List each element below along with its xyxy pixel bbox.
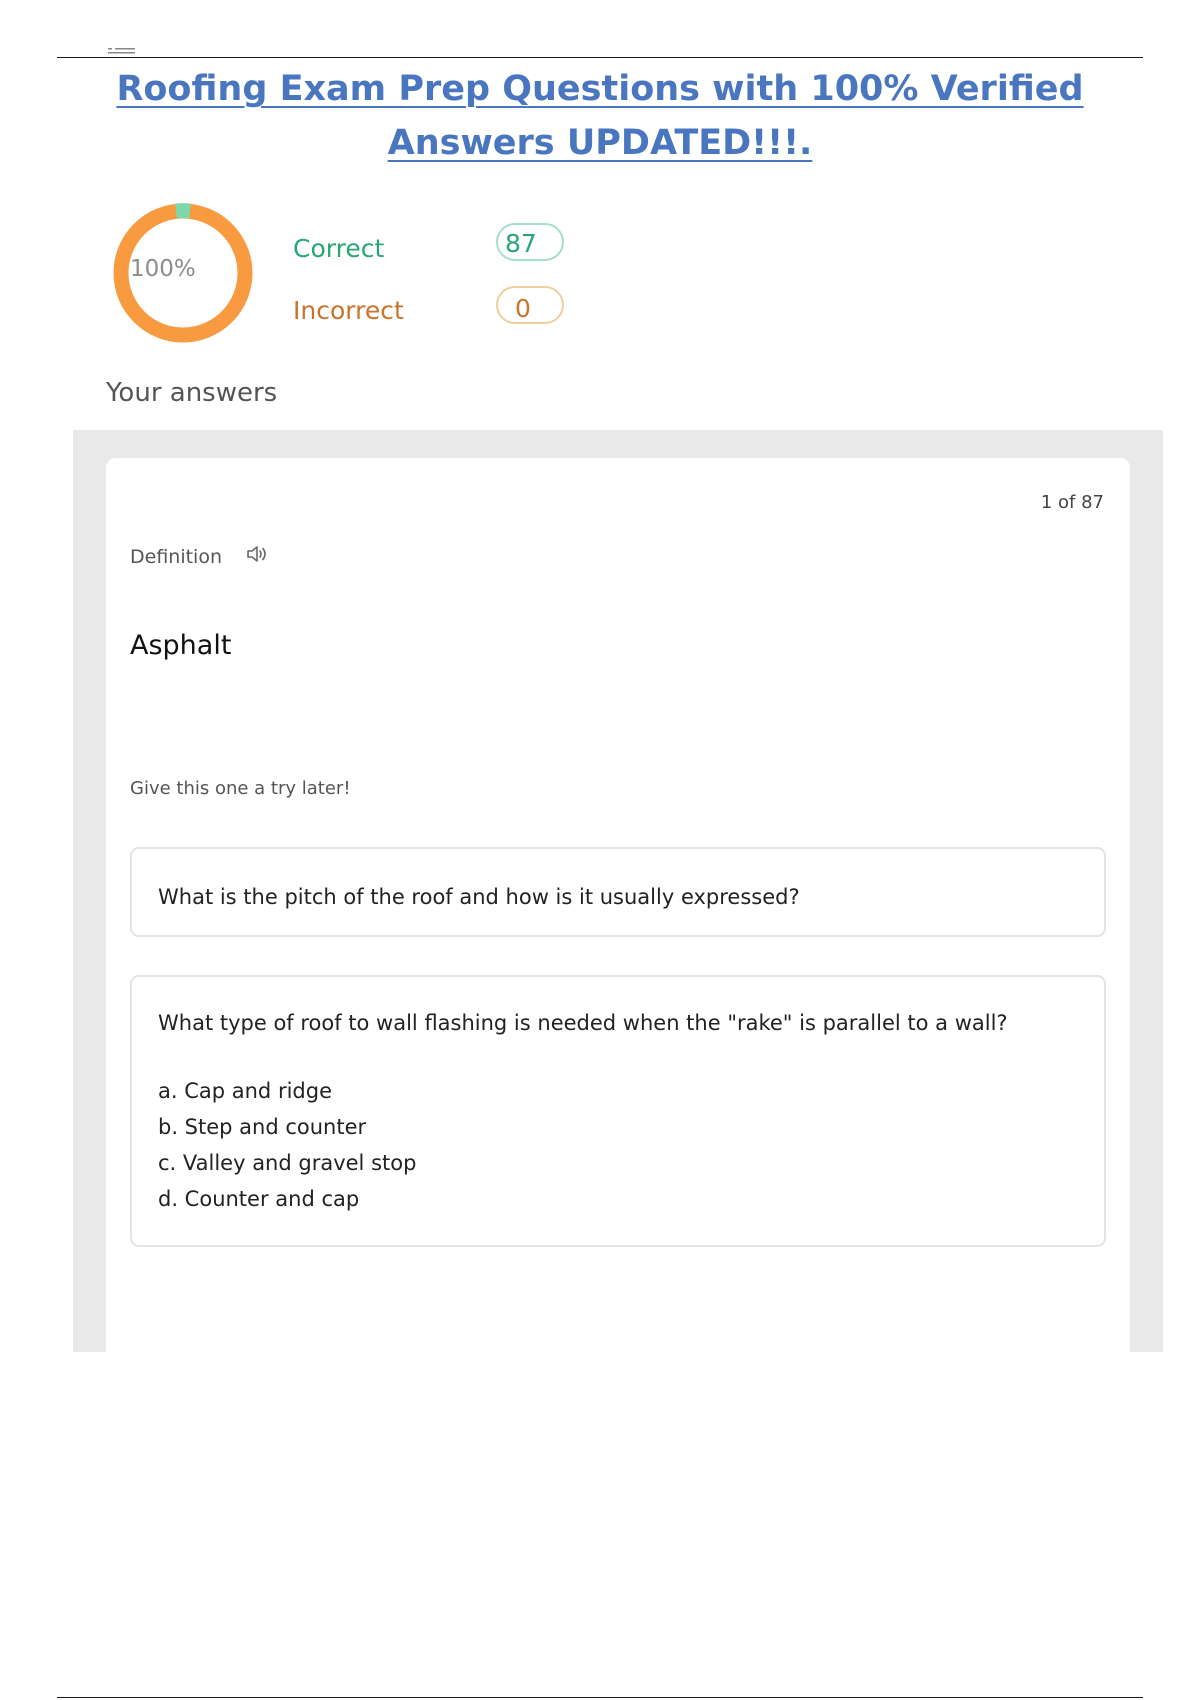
answer-option[interactable] bbox=[130, 975, 1106, 1247]
choice-item: a. Cap and ridge bbox=[158, 1079, 332, 1103]
flashcard bbox=[106, 458, 1130, 1352]
try-later-hint: Give this one a try later! bbox=[130, 778, 351, 799]
menu-icon bbox=[108, 48, 136, 58]
choice-list bbox=[158, 1073, 1104, 1217]
score-percent: 100% bbox=[130, 256, 196, 282]
correct-label: Correct bbox=[293, 234, 385, 263]
your-answers-heading: Your answers bbox=[106, 378, 278, 408]
document-title: Roofing Exam Prep Questions with 100% Verified Answers UPDATED!!!. bbox=[116, 69, 1084, 163]
choice-item: b. Step and counter bbox=[158, 1115, 367, 1139]
incorrect-label: Incorrect bbox=[293, 296, 404, 325]
definition-label: Definition bbox=[130, 546, 223, 568]
score-summary bbox=[110, 200, 610, 350]
answer-option-text: What is the pitch of the roof and how is it usually expressed? bbox=[158, 885, 800, 909]
speaker-icon[interactable] bbox=[246, 544, 268, 564]
correct-count-badge: 87 bbox=[496, 223, 564, 261]
answer-option-text: What type of roof to wall flashing is needed when the "rake" is parallel to a wall? bbox=[158, 1011, 1008, 1035]
card-counter: 1 of 87 bbox=[1040, 492, 1104, 513]
incorrect-count-badge: 0 bbox=[496, 286, 564, 324]
choice-item: c. Valley and gravel stop bbox=[158, 1151, 417, 1175]
bottom-rule bbox=[57, 1697, 1143, 1698]
answers-panel bbox=[73, 430, 1163, 1352]
answer-option[interactable] bbox=[130, 847, 1106, 937]
top-rule bbox=[57, 57, 1143, 58]
choice-item: d. Counter and cap bbox=[158, 1187, 360, 1211]
term-text: Asphalt bbox=[130, 630, 232, 661]
